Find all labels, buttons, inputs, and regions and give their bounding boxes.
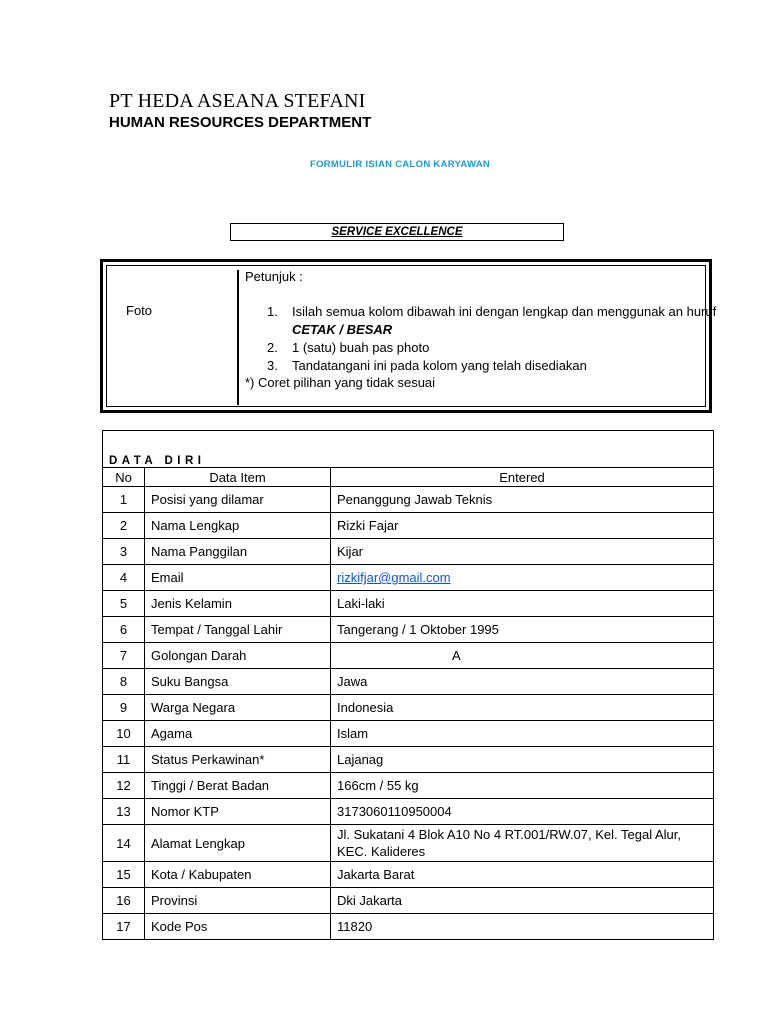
row-item: Status Perkawinan* <box>145 747 331 773</box>
row-number: 1 <box>103 487 145 513</box>
row-number: 13 <box>103 799 145 825</box>
row-item: Suku Bangsa <box>145 669 331 695</box>
row-number: 8 <box>103 669 145 695</box>
row-value: Lajanag <box>331 747 714 773</box>
instruction-number: 2. <box>267 340 278 355</box>
row-value: Jl. Sukatani 4 Blok A10 No 4 RT.001/RW.07, Kel. Tegal Alur, KEC. Kalideres <box>331 825 714 862</box>
instruction-number: 1. <box>267 304 278 319</box>
row-item: Nama Panggilan <box>145 539 331 565</box>
instruction-emphasis: CETAK / BESAR <box>292 322 393 337</box>
row-number: 10 <box>103 721 145 747</box>
row-number: 16 <box>103 888 145 914</box>
row-number: 11 <box>103 747 145 773</box>
email-link[interactable]: rizkifjar@gmail.com <box>337 570 451 585</box>
row-number: 2 <box>103 513 145 539</box>
instruction-box <box>100 259 717 413</box>
table-row <box>103 721 714 747</box>
row-value: Laki-laki <box>331 591 714 617</box>
row-item: Provinsi <box>145 888 331 914</box>
table-row <box>103 888 714 914</box>
instruction-text: 1 (satu) buah pas photo <box>292 340 430 355</box>
instruction-item <box>267 357 732 375</box>
table-row <box>103 643 714 669</box>
form-title: FORMULIR ISIAN CALON KARYAWAN <box>309 159 491 170</box>
table-row <box>103 617 714 643</box>
row-value: 3173060110950004 <box>331 799 714 825</box>
table-row <box>103 539 714 565</box>
row-value: Dki Jakarta <box>331 888 714 914</box>
row-number: 15 <box>103 862 145 888</box>
row-value: Kijar <box>331 539 714 565</box>
row-item: Warga Negara <box>145 695 331 721</box>
blood-type-value: A <box>452 648 461 663</box>
row-number: 6 <box>103 617 145 643</box>
department-name: HUMAN RESOURCES DEPARTMENT <box>109 114 372 131</box>
table-row <box>103 565 714 591</box>
row-value: 166cm / 55 kg <box>331 773 714 799</box>
row-item: Email <box>145 565 331 591</box>
table-column-headers <box>103 468 714 487</box>
row-item: Tinggi / Berat Badan <box>145 773 331 799</box>
instruction-list <box>267 303 732 375</box>
table-section-header <box>103 431 714 468</box>
table-row <box>103 513 714 539</box>
row-value: 11820 <box>331 914 714 940</box>
table-row <box>103 799 714 825</box>
row-item: Jenis Kelamin <box>145 591 331 617</box>
row-number: 9 <box>103 695 145 721</box>
table-row <box>103 747 714 773</box>
instruction-item <box>267 339 732 357</box>
row-value: Rizki Fajar <box>331 513 714 539</box>
row-item: Nama Lengkap <box>145 513 331 539</box>
instruction-number: 3. <box>267 358 278 373</box>
row-value <box>331 565 714 591</box>
row-item: Golongan Darah <box>145 643 331 669</box>
column-header-item: Data Item <box>145 468 331 487</box>
column-header-entered: Entered <box>331 468 714 487</box>
row-number: 17 <box>103 914 145 940</box>
row-number: 3 <box>103 539 145 565</box>
table-row <box>103 825 714 862</box>
row-value: Islam <box>331 721 714 747</box>
table-row <box>103 862 714 888</box>
row-value: Jawa <box>331 669 714 695</box>
table-row <box>103 695 714 721</box>
service-excellence-label: SERVICE EXCELLENCE <box>331 226 463 238</box>
table-row <box>103 914 714 940</box>
table-row <box>103 669 714 695</box>
row-item: Tempat / Tanggal Lahir <box>145 617 331 643</box>
row-item: Agama <box>145 721 331 747</box>
row-number: 4 <box>103 565 145 591</box>
table-row <box>103 773 714 799</box>
row-value <box>331 643 714 669</box>
column-header-no: No <box>103 468 145 487</box>
table-row <box>103 591 714 617</box>
instruction-text: Isilah semua kolom dibawah ini dengan lengkap dan menggunak an huruf <box>292 304 717 319</box>
row-number: 12 <box>103 773 145 799</box>
section-title: DATA DIRI <box>103 431 714 468</box>
instruction-note: *) Coret pilihan yang tidak sesuai <box>245 375 436 390</box>
row-value: Penanggung Jawab Teknis <box>331 487 714 513</box>
row-number: 5 <box>103 591 145 617</box>
instruction-divider <box>237 270 239 405</box>
row-item: Kota / Kabupaten <box>145 862 331 888</box>
company-name: PT HEDA ASEANA STEFANI <box>109 90 366 112</box>
instruction-title: Petunjuk : <box>245 269 303 284</box>
personal-data-table <box>102 430 714 940</box>
photo-placeholder-label: Foto <box>126 303 153 318</box>
instruction-item <box>267 303 732 339</box>
instruction-box-inner <box>106 265 717 407</box>
row-value: Tangerang / 1 Oktober 1995 <box>331 617 714 643</box>
row-value: Indonesia <box>331 695 714 721</box>
row-number: 14 <box>103 825 145 862</box>
row-number: 7 <box>103 643 145 669</box>
instruction-text: Tandatangani ini pada kolom yang telah disediakan <box>292 358 587 373</box>
row-value: Jakarta Barat <box>331 862 714 888</box>
row-item: Kode Pos <box>145 914 331 940</box>
row-item: Alamat Lengkap <box>145 825 331 862</box>
service-excellence-box <box>230 223 564 241</box>
row-item: Posisi yang dilamar <box>145 487 331 513</box>
row-item: Nomor KTP <box>145 799 331 825</box>
table-row <box>103 487 714 513</box>
